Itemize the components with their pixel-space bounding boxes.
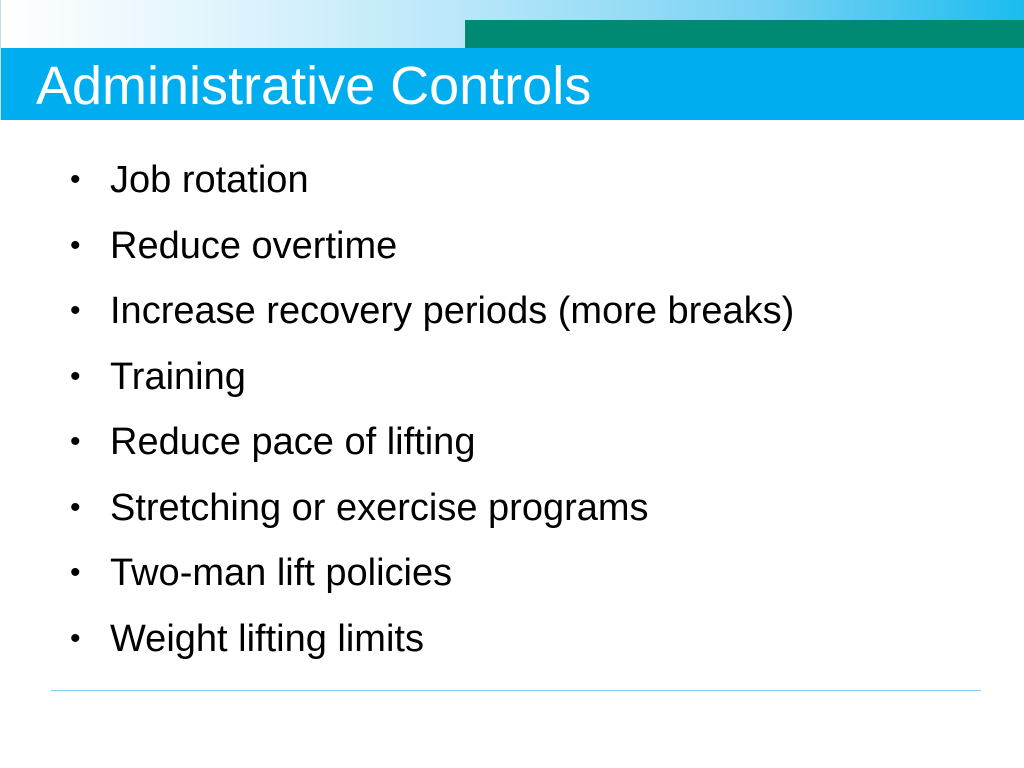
bullet-icon: • [70,163,81,196]
footer-divider [51,690,981,691]
bullet-icon: • [70,359,81,393]
bullet-icon: • [70,294,81,327]
bullet-text: Increase recovery periods (more breaks) [110,290,795,332]
bullet-icon: • [70,621,81,655]
bullet-icon: • [70,425,81,458]
bullet-icon: • [70,556,81,589]
bullet-text: Weight lifting limits [110,617,424,660]
header-edge-line [0,0,1,120]
bullet-icon: • [70,490,81,524]
bullet-text: Training [110,355,246,398]
bullet-text: Job rotation [110,159,309,201]
bullet-text: Reduce overtime [110,224,398,267]
accent-bar [465,20,1024,48]
slide-title: Administrative Controls [36,56,592,116]
bullet-text: Stretching or exercise programs [110,486,649,529]
bullet-icon: • [70,228,81,262]
bullet-text: Reduce pace of lifting [110,421,476,463]
bullet-text: Two-man lift policies [110,552,453,594]
